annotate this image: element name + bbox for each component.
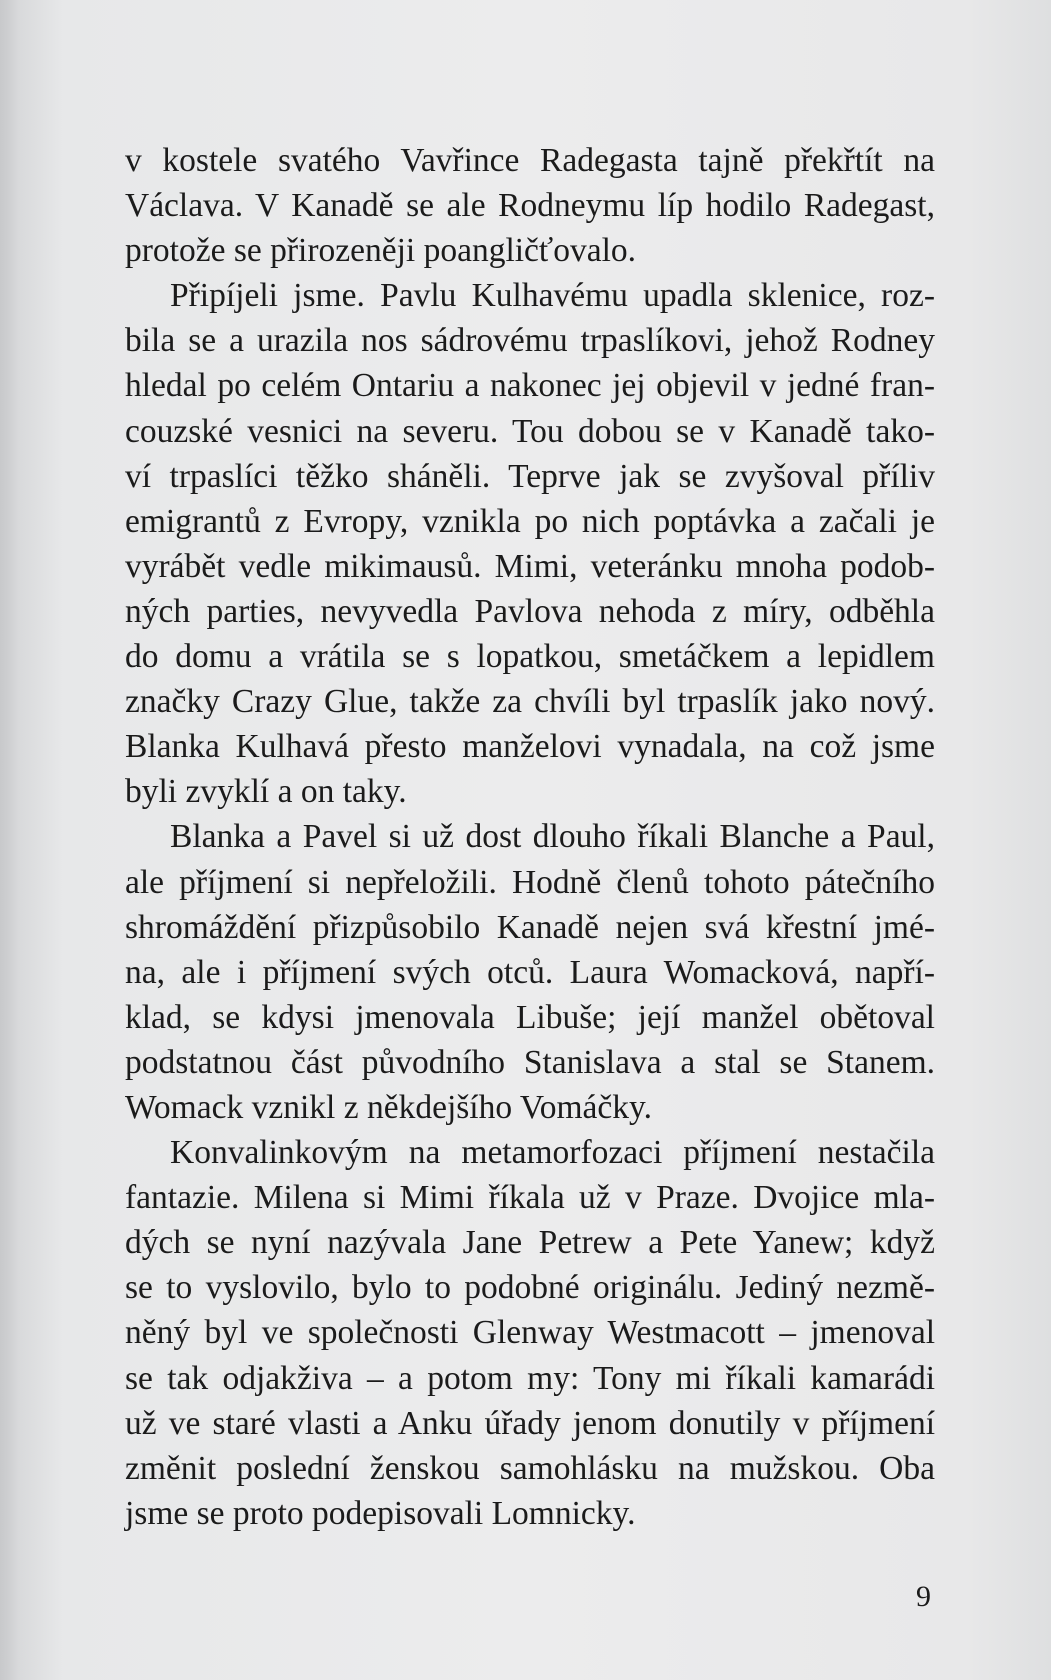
paragraph	[125, 814, 935, 1130]
paragraph	[125, 138, 935, 273]
text-line: do domu a vrátila se s lopatkou, smetáčkem a lepidlem	[125, 638, 935, 676]
text-line: byli zvyklí a on taky.	[125, 773, 407, 811]
text-line: něný byl ve společnosti Glenway Westmacott – jmenoval	[125, 1314, 935, 1352]
page-gutter-shadow	[0, 0, 18, 1680]
text-line: Blanka a Pavel si už dost dlouho říkali Blanche a Paul,	[170, 818, 935, 856]
text-line: dých se nyní nazývala Jane Petrew a Pete Yanew; když	[125, 1224, 935, 1262]
text-line: Václava. V Kanadě se ale Rodneymu líp hodilo Radegast,	[125, 187, 935, 225]
text-line: ných parties, nevyvedla Pavlova nehoda z míry, odběhla	[125, 592, 935, 630]
text-line: už ve staré vlasti a Anku úřady jenom donutily v příjmení	[125, 1404, 935, 1442]
text-line: jsme se proto podepisovali Lomnicky.	[125, 1494, 636, 1532]
page-number: 9	[916, 1580, 931, 1613]
text-line: protože se přirozeněji poangličťovalo.	[125, 232, 637, 270]
paragraph	[125, 273, 935, 814]
text-line: bila se a urazila nos sádrovému trpaslíkovi, jehož Rodney	[125, 322, 935, 360]
paragraph	[125, 1130, 935, 1536]
text-line: v kostele svatého Vavřince Radegasta tajně překřtít na	[125, 142, 935, 179]
text-line: emigrantů z Evropy, vznikla po nich poptávka a začali je	[125, 502, 935, 540]
text-line: značky Crazy Glue, takže za chvíli byl trpaslík jako nový.	[125, 683, 935, 721]
text-line: vyrábět vedle mikimausů. Mimi, veteránku mnoha podob-	[125, 547, 935, 585]
text-line: Připíjeli jsme. Pavlu Kulhavému upadla sklenice, roz-	[170, 277, 935, 315]
text-line: shromáždění přizpůsobilo Kanadě nejen svá křestní jmé-	[125, 908, 935, 946]
text-line: se to vyslovilo, bylo to podobné originálu. Jediný nezmě-	[125, 1269, 935, 1307]
text-line: podstatnou část původního Stanislava a stal se Stanem.	[125, 1043, 935, 1081]
text-line: Konvalinkovým na metamorfozaci příjmení nestačila	[170, 1134, 935, 1172]
text-line: ale příjmení si nepřeložili. Hodně členů tohoto pátečního	[125, 863, 935, 901]
text-line: na, ale i příjmení svých otců. Laura Womacková, napří-	[125, 953, 935, 991]
body-text	[125, 138, 935, 1536]
text-line: fantazie. Milena si Mimi říkala už v Praze. Dvojice mla-	[125, 1179, 935, 1217]
text-line: Blanka Kulhavá přesto manželovi vynadala, na což jsme	[125, 728, 935, 766]
text-line: ví trpaslíci těžko sháněli. Teprve jak se zvyšoval příliv	[125, 457, 935, 495]
text-line: Womack vznikl z někdejšího Vomáčky.	[125, 1088, 652, 1126]
text-line: změnit poslední ženskou samohlásku na mužskou. Oba	[125, 1449, 935, 1487]
text-line: se tak odjakživa – a potom my: Tony mi říkali kamarádi	[125, 1359, 935, 1397]
text-line: klad, se kdysi jmenovala Libuše; její manžel obětoval	[125, 998, 935, 1036]
text-line: couzské vesnici na severu. Tou dobou se v Kanadě tako-	[125, 412, 935, 450]
text-line: hledal po celém Ontariu a nakonec jej objevil v jedné fran-	[125, 367, 935, 405]
